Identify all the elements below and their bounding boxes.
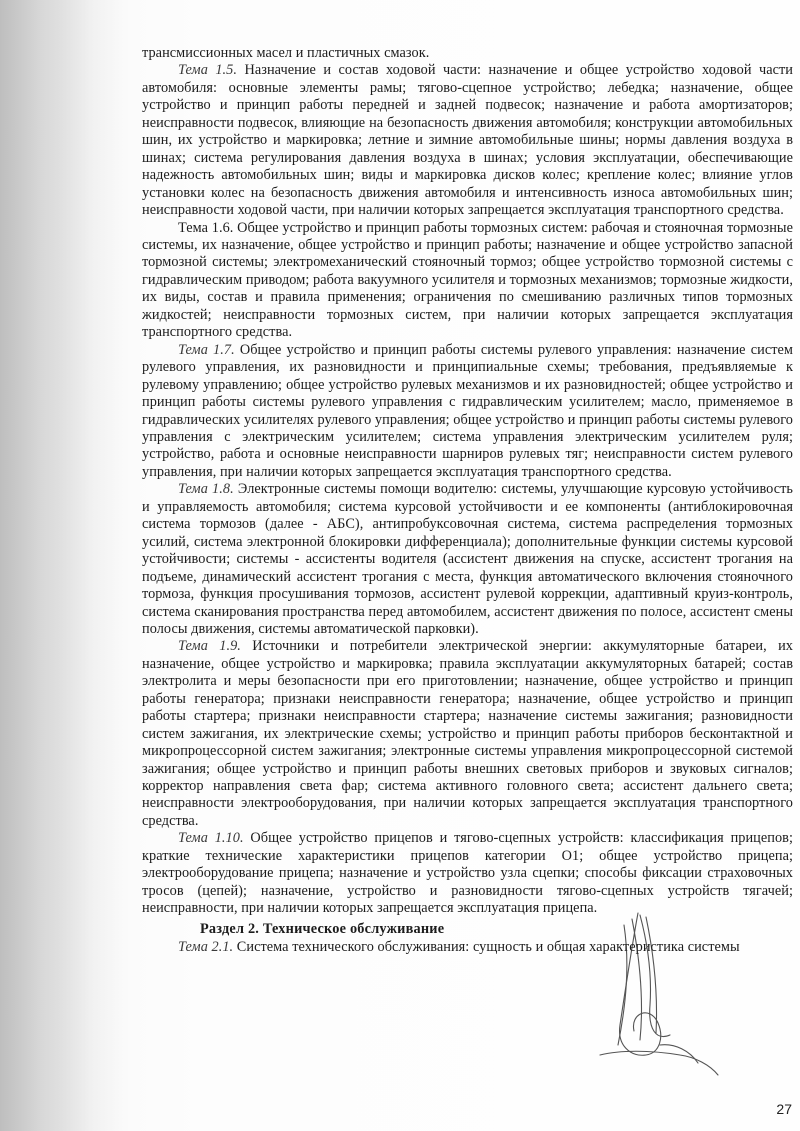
page-body-text: [142, 45, 793, 957]
topic-1-8-paragraph: [142, 481, 793, 638]
topic-text: Общее устройство прицепов и тягово-сцепных устройств: классификация прицепов; краткие технические характеристики прицепов категории O1; общее устройство прицепа; электрооборудование прицепа; назначение и устройство узла сцепки; способы фиксации страховочных тросов (цепей); назначение, устройство и разновидности тягово-сцепных устройств тягачей; неисправности, при наличии которых запрещается эксплуатация прицепа.: [142, 830, 793, 917]
intro-paragraph: трансмиссионных масел и пластичных смазок.: [142, 45, 430, 61]
topic-label: Тема 2.1.: [178, 939, 234, 956]
topic-1-10-paragraph: [142, 830, 793, 917]
topic-text: Электронные системы помощи водителю: системы, улучшающие курсовую устойчивость и управляемость автомобиля; система курсовой устойчивости и ее компоненты (антиблокировочная система тормозов (далее - АБС), антипробуксовочная система, система распределения тормозных усилий, система электронной блокировки дифференциала); дополнительные функции системы курсовой устойчивости; системы - ассистенты водителя (ассистент движения на спуске, ассистент трогания на подъеме, динамический ассистент трогания с места, функция автоматического включения стояночного тормоза, функция просушивания тормозов, ассистент рулевой коррекции, адаптивный круиз-контроль, система сканирования пространства перед автомобилем, ассистент движения по полосе, ассистент смены полосы движения, системы автоматической парковки).: [142, 481, 794, 637]
page-number: 27: [776, 1101, 792, 1117]
topic-label: Тема 1.8.: [178, 481, 234, 498]
topic-text: Назначение и состав ходовой части: назначение и общее устройство ходовой части автомобиля: основные элементы рамы; тягово-сцепное устройство; лебедка; назначение, общее устройство и принцип работы передней и задней подвесок; назначение и работа амортизаторов; неисправности подвесок, влияющие на безопасность движения автомобиля; конструкции автомобильных шин, их устройство и маркировка; летние и зимние автомобильные шины; нормы давления воздуха в шинах; система регулирования давления воздуха в шинах; условия эксплуатации, обеспечивающие надежность автомобильных шин; виды и маркировка дисков колес; крепление колес; влияние углов установки колес на безопасность движения автомобиля и интенсивность износа автомобильных шин; неисправности ходовой части, при наличии которых запрещается эксплуатация транспортного средства.: [142, 62, 794, 219]
topic-2-1-paragraph: [142, 939, 793, 956]
topic-label: Тема 1.6.: [178, 219, 234, 236]
topic-text: Система технического обслуживания: сущность и общая характеристика системы: [236, 939, 740, 956]
topic-1-9-paragraph: [142, 638, 793, 830]
topic-text: Общее устройство и принцип работы системы рулевого управления: назначение систем рулевого управления, их разновидности и принципиальные схемы; требования, предъявляемые к рулевому управлению; общее устройство рулевых механизмов и их разновидностей; общее устройство и принцип работы системы рулевого управления с гидравлическим усилителем; масло, применяемое в гидравлических усилителях рулевого управления; общее устройство и принцип работы системы рулевого управления с электрическим усилителем; система управления электрическим усилителем руля; устройство, работа и основные неисправности шарниров рулевых тяг; неисправности систем рулевого управления, при наличии которых запрещается эксплуатация транспортного средства.: [142, 341, 794, 480]
section-heading: Раздел 2. Техническое обслуживание: [200, 920, 445, 937]
topic-text: Общее устройство и принцип работы тормозных систем: рабочая и стояночная тормозные системы, их назначение, общее устройство и принцип работы; назначение и общее устройство запасной тормозной системы; электромеханический стояночный тормоз; общее устройство тормозной системы с гидравлическим приводом; работа вакуумного усилителя и тормозных механизмов; тормозные жидкости, их виды, состав и правила применения; ограничения по смешиванию различных типов тормозных жидкостей; неисправности тормозных систем, при наличии которых запрещается эксплуатация транспортного средства.: [142, 219, 793, 341]
topic-label: Тема 1.5.: [178, 62, 238, 79]
topic-label: Тема 1.9.: [178, 638, 241, 655]
page-binding-shadow: [0, 0, 120, 1131]
topic-1-6-paragraph: [142, 220, 793, 342]
topic-label: Тема 1.10.: [178, 830, 244, 847]
topic-1-5-paragraph: [142, 62, 793, 219]
topic-label: Тема 1.7.: [178, 341, 235, 358]
topic-1-7-paragraph: [142, 342, 793, 482]
topic-text: Источники и потребители электрической энергии: аккумуляторные батареи, их назначение, общее устройство и маркировка; правила эксплуатации аккумуляторных батарей; состав электролита и меры безопасности при его приготовлении; назначение, общее устройство и принцип работы генератора; признаки неисправности генератора; назначение, общее устройство и принцип работы стартера; признаки неисправности стартера; назначение системы зажигания; разновидности систем зажигания, их электрические схемы; устройство и принцип работы приборов бесконтактной и микропроцессорной систем зажигания; электронные системы управления микропроцессорной системой зажигания; общее устройство и принцип работы внешних световых приборов и звуковых сигналов; корректор направления света фар; система активного головного света; ассистент дальнего света; неисправности электрооборудования, при наличии которых запрещается эксплуатация транспортного средства.: [142, 638, 793, 829]
